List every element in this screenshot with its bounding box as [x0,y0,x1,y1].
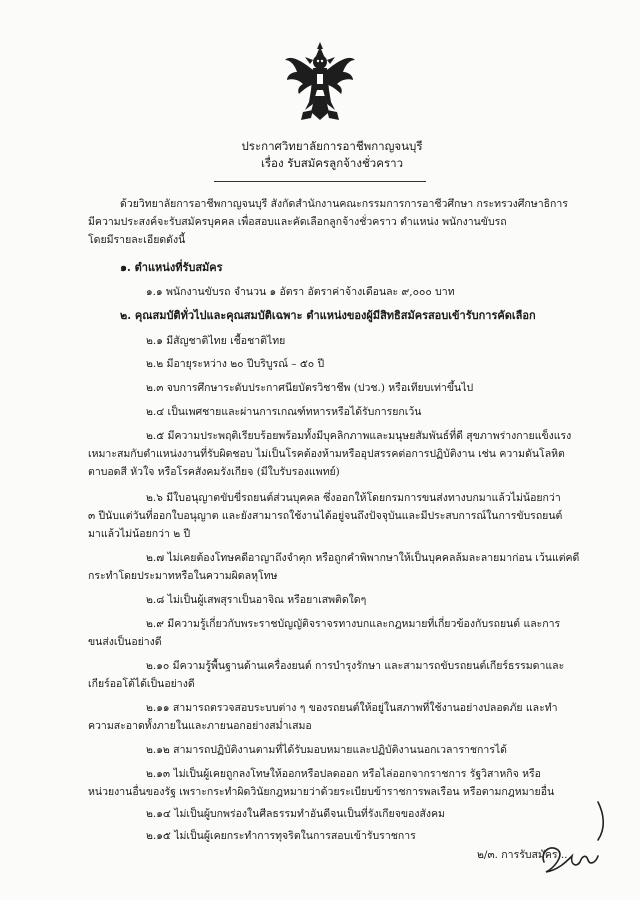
qualification-2-6-line-1: ๒.๖ มีใบอนุญาตขับขี่รถยนต์ส่วนบุคคล ซึ่งออกให้โดยกรมการขนส่งทางบกมาแล้วไม่น้อยกว่า [146,492,561,504]
qualification-2-13-line-2: หน่วยงานอื่นของรัฐ เพราะกระทำผิดวินัยกฎหมายว่าด้วยระเบียบข้าราชการพลเรือน หรือตามกฎหมายอื่น [88,786,555,798]
qualification-2-14: ๒.๑๔ ไม่เป็นผู้บกพร่องในศีลธรรมทำอันดีจนเป็นที่รังเกียจของสังคม [146,808,445,820]
qualification-2-9-line-1: ๒.๙ มีความรู้เกี่ยวกับพระราชบัญญัติจราจรทางบกและกฎหมายที่เกี่ยวข้องกับรถยนต์ และการ [146,618,561,630]
qualification-2-4: ๒.๔ เป็นเพศชายและผ่านการเกณฑ์ทหารหรือได้รับการยกเว้น [146,406,422,418]
qualification-2-9-line-2: ขนส่งเป็นอย่างดี [88,636,162,648]
section-1-heading: ๑. ตำแหน่งที่รับสมัคร [120,261,223,274]
qualification-2-7-line-1: ๒.๗ ไม่เคยต้องโทษคดีอาญาถึงจำคุก หรือถูกคำพิพากษาให้เป็นบุคคลล้มละลายมาก่อน เว้นแต่คดี [146,552,580,564]
qualification-2-15: ๒.๑๕ ไม่เป็นผู้เคยกระทำการทุจริตในการสอบเข้ารับราชการ [146,830,416,842]
qualification-2-3: ๒.๓ จบการศึกษาระดับประกาศนียบัตรวิชาชีพ (ปวช.) หรือเทียบเท่าขึ้นไป [146,382,474,394]
qualification-2-10-line-1: ๒.๑๐ มีความรู้พื้นฐานด้านเครื่องยนต์ การบำรุงรักษา และสามารถขับรถยนต์เกียร์ธรรมดาและ [146,660,565,672]
announcement-title [0,138,640,172]
qualification-2-6-line-2: ๓ ปีนับแต่วันที่ออกใบอนุญาต และยังสามารถใช้งานได้อยู่จนถึงปัจจุบันและมีประสบการณ์ในการขับรถยนต์ [88,510,563,522]
announcement-line: ประกาศวิทยาลัยการอาชีพกาญจนบุรี [241,139,423,153]
qualification-2-13-line-1: ๒.๑๓ ไม่เป็นผู้เคยถูกลงโทษให้ออกหรือปลดออก หรือไล่ออกจากราชการ รัฐวิสาหกิจ หรือ [146,768,541,780]
intro-line-3: โดยมีรายละเอียดดังนี้ [88,234,186,246]
qualification-2-2: ๒.๒ มีอายุระหว่าง ๒๐ ปีบริบูรณ์ – ๕๐ ปี [146,358,325,370]
title-divider [214,181,426,182]
qualification-2-7-line-2: กระทำโดยประมาทหรือในความผิดลหุโทษ [88,570,278,582]
qualification-2-6-line-3: มาแล้วไม่น้อยกว่า ๒ ปี [88,528,191,540]
garuda-emblem-icon [283,40,357,124]
qualification-2-1: ๒.๑ มีสัญชาติไทย เชื้อชาติไทย [146,335,286,347]
qualification-2-8: ๒.๘ ไม่เป็นผู้เสพสุราเป็นอาจิณ หรือยาเสพติดใดๆ [146,594,367,606]
qualification-2-5-line-2: เหมาะสมกับตำแหน่งงานที่รับผิดชอบ ไม่เป็นโรคต้องห้ามหรืออุปสรรคต่อการปฏิบัติงาน เช่น ความดันโลหิต [88,448,565,460]
continued-reference: ๒/๓. การรับสมัคร... [477,849,568,861]
handwritten-initials-icon [536,792,616,884]
qualification-2-5-line-1: ๒.๕ มีความประพฤติเรียบร้อยพร้อมทั้งมีบุคลิกภาพและมนุษยสัมพันธ์ที่ดี สุขภาพร่างกายแข็งแรง [146,430,572,442]
qualification-2-10-line-2: เกียร์ออโต้ได้เป็นอย่างดี [88,678,195,690]
section-2-heading: ๒. คุณสมบัติทั่วไปและคุณสมบัติเฉพาะ ตำแหน่งของผู้มีสิทธิสมัครสอบเข้ารับการคัดเลือก [120,309,536,322]
qualification-2-11-line-1: ๒.๑๑ สามารถตรวจสอบระบบต่าง ๆ ของรถยนต์ให้อยู่ในสภาพที่ใช้งานอย่างปลอดภัย และทำ [146,702,558,714]
subject-line: เรื่อง รับสมัครลูกจ้างชั่วคราว [260,156,404,170]
qualification-2-5-line-3: ตาบอดสี หัวใจ หรือโรคสังคมรังเกียจ (มีใบรับรองแพทย์) [88,466,340,478]
intro-line-2: มีความประสงค์จะรับสมัครบุคคล เพื่อสอบและคัดเลือกลูกจ้างชั่วคราว ตำแหน่ง พนักงานขับรถ [88,216,507,228]
qualification-2-11-line-2: ความสะอาดทั้งภายในและภายนอกอย่างสม่ำเสมอ [88,720,312,732]
intro-line-1: ด้วยวิทยาลัยการอาชีพกาญจนบุรี สังกัดสำนักงานคณะกรรมการการอาชีวศึกษา กระทรวงศึกษาธิการ [120,198,568,210]
section-1-item: ๑.๑ พนักงานขับรถ จำนวน ๑ อัตรา อัตราค่าจ้างเดือนละ ๙,๐๐๐ บาท [146,286,455,298]
qualification-2-12: ๒.๑๒ สามารถปฏิบัติงานตามที่ได้รับมอบหมายและปฏิบัติงานนอกเวลาราชการได้ [146,744,507,756]
